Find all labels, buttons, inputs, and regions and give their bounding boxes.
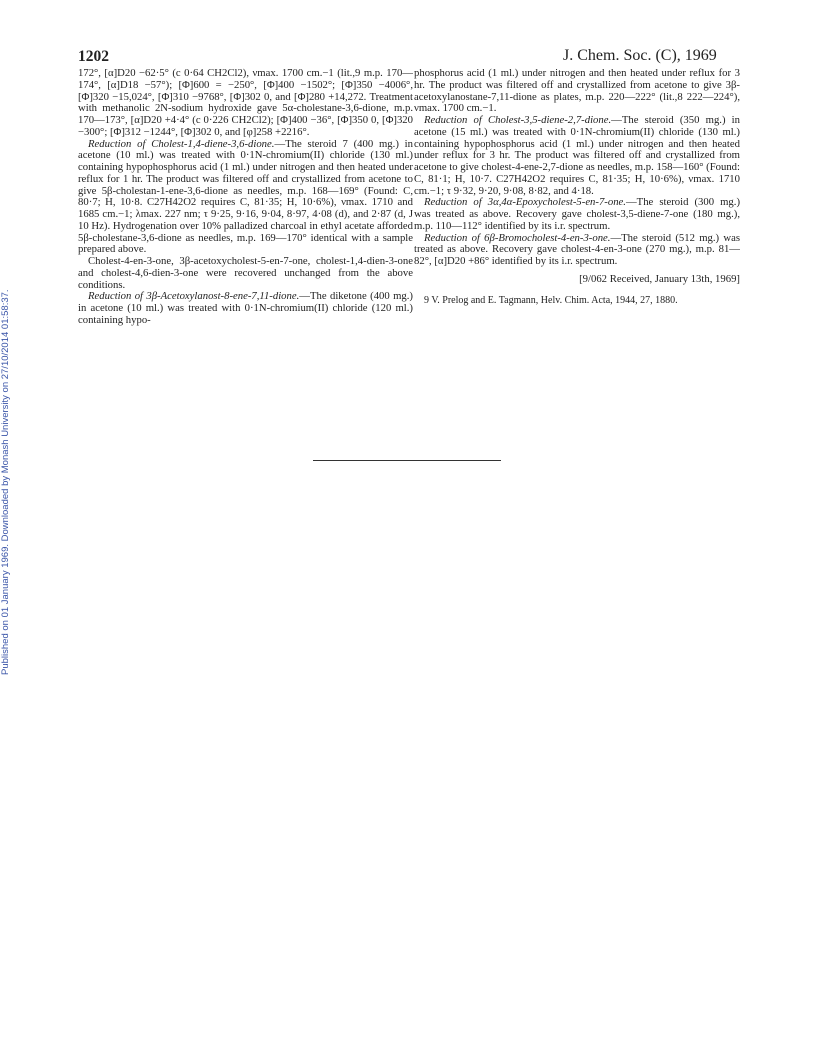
section-title: Reduction of Cholest-3,5-diene-2,7-dione. — [424, 114, 612, 126]
journal-header: J. Chem. Soc. (C), 1969 — [563, 47, 717, 64]
paragraph-optical-rotation: 172°, [α]D20 −62·5° (c 0·64 CH2Cl2), νmax. 1700 cm.−1 (lit.,9 m.p. 170—174°, [α]D18 −57°); [Φ]600 = −250°, [Φ]400 −1502°; [Φ]350 −4006°, [Φ]320 −15,024°, [Φ]310 −9768°, [Φ]302 0, and [Φ]280 +14,272. Treatment with methanolic 2N-sodium hydroxide gave 5α-cholestane-3,6-dione, m.p. 170—173°, [α]D20 +4·4° (c 0·226 CH2Cl2); [Φ]400 −36°, [Φ]350 0, [Φ]320 −300°; [Φ]312 −1244°, [Φ]302 0, and [φ]258 +2216°. — [78, 67, 413, 138]
paragraph-recovered-unchanged: Cholest-4-en-3-one, 3β-acetoxycholest-5-en-7-one, cholest-1,4-dien-3-one and cholest-4,6-dien-3-one were recovered unchanged from the above conditions. — [78, 255, 413, 291]
received-date: [9/062 Received, January 13th, 1969] — [579, 272, 740, 285]
page-number: 1202 — [78, 48, 109, 65]
paragraph-body: —The diketone (400 mg.) in acetone (10 ml.) was treated with 0·1N-chromium(II) chloride (120 ml.) containing hypo- — [78, 290, 413, 326]
paragraph-body: —The steroid (512 mg.) was treated as above. Recovery gave cholest-4-en-3-one (270 mg.), m.p. 81—82°, [α]D20 +86° identified by its i.r. spectrum. — [414, 231, 740, 267]
section-title: Reduction of 3α,4α-Epoxycholest-5-en-7-one. — [424, 196, 626, 209]
paragraph-reduction-acetoxylanost — [78, 291, 413, 326]
download-watermark: Published on 01 January 1969. Downloaded by Monash University on 27/10/2014 01:58:37. — [0, 289, 11, 675]
paragraph-reduction-cholest-1-4-diene — [78, 139, 413, 257]
paragraph-reduction-epoxycholest — [414, 197, 740, 232]
end-rule — [313, 460, 501, 461]
right-column — [414, 68, 740, 306]
reference-9: 9 V. Prelog and E. Tagmann, Helv. Chim. Acta, 1944, 27, 1880. — [424, 294, 678, 306]
paragraph-body: —The steroid (350 mg.) in acetone (15 ml.) was treated with 0·1N-chromium(II) chloride (130 ml.) containing hypophosphorus acid (1 ml.) under nitrogen and then heated under reflux for 3 hr. The product was filtered off and crystallized from acetone to give cholest-4-ene-2,7-dione as needles, m.p. 158—160° (Found: C, 81·1; H, 10·7. C27H42O2 requires C, 81·35; H, 10·6%), νmax. 1710 cm.−1; τ 9·32, 9·20, 9·08, 8·82, and 4·18. — [414, 114, 741, 197]
section-title: Reduction of Cholest-1,4-diene-3,6-dione. — [88, 137, 275, 150]
paragraph-continuation: phosphorus acid (1 ml.) under nitrogen and then heated under reflux for 3 hr. The product was filtered off and crystallized from acetone to give 3β-acetoxylanostane-7,11-dione as plates, m.p. 220—222° (lit.,8 222—224°), νmax. 1700 cm.−1. — [414, 67, 740, 115]
left-column — [78, 68, 413, 327]
paragraph-reduction-cholest-3-5-diene — [414, 115, 740, 197]
paragraph-body: —The steroid 7 (400 mg.) in acetone (10 ml.) was treated with 0·1N-chromium(II) chloride (130 ml.) containing hypophosphorus acid (1 ml.) under nitrogen and then heated under reflux for 1 hr. The product was filtered off and crystallized from acetone to give 5β-cholestan-1-ene-3,6-dione as needles, m.p. 168—169° (Found: C, 80·7; H, 10·8. C27H42O2 requires C, 81·35; H, 10·6%), νmax. 1710 and 1685 cm.−1; λmax. 227 nm; τ 9·25, 9·16, 9·04, 8·97, 4·08 (d), and 2·87 (d, J 10 Hz). Hydrogenation over 10% palladized charcoal in ethyl acetate afforded 5β-cholestane-3,6-dione as needles, m.p. 169—170° identical with a sample prepared above. — [78, 137, 413, 256]
paragraph-body: —The steroid (300 mg.) was treated as above. Recovery gave cholest-3,5-diene-7-one (180 mg.), m.p. 110—112° identified by its i.r. spectrum. — [414, 196, 741, 232]
section-title: Reduction of 3β-Acetoxylanost-8-ene-7,11-dione. — [88, 290, 300, 303]
paragraph-reduction-bromocholest — [414, 233, 740, 268]
section-title: Reduction of 6β-Bromocholest-4-en-3-one. — [424, 231, 611, 244]
